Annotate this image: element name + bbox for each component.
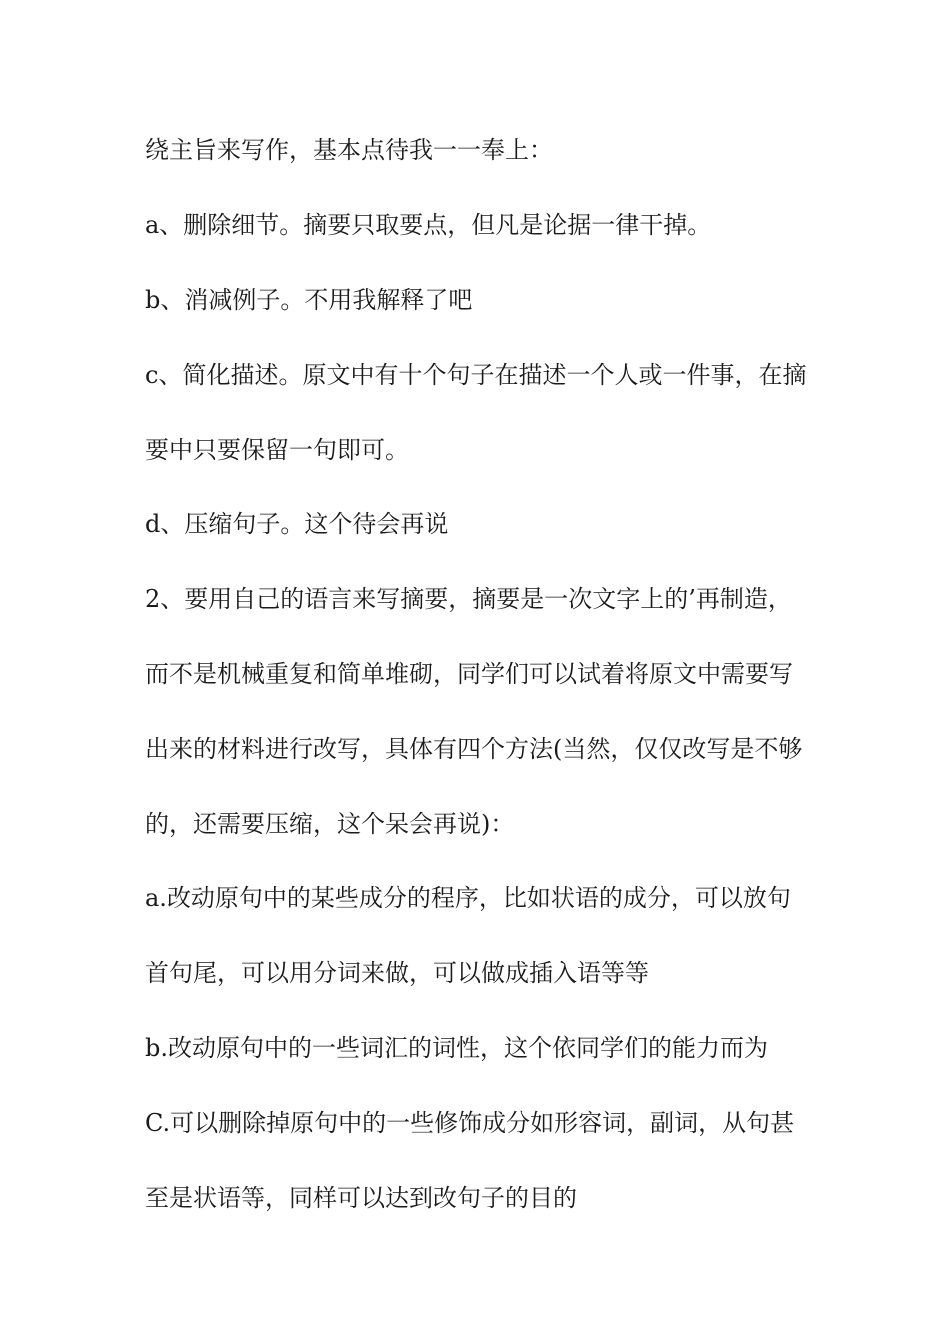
text-line-2: a、删除细节。摘要只取要点，但凡是论据一律干掉。 [145,211,712,239]
text-line-12: 首句尾，可以用分词来做，可以做成插入语等等 [145,959,649,987]
text-line-7: 2、要用自己的语言来写摘要，摘要是一次文字上的’再制造， [145,585,792,613]
text-line-13: b.改动原句中的一些词汇的词性，这个依同学们的能力而为 [145,1034,768,1062]
text-line-3: b、消减例子。不用我解释了吧 [145,286,473,314]
text-line-8: 而不是机械重复和简单堆砌，同学们可以试着将原文中需要写 [145,660,793,688]
text-line-6: d、压缩句子。这个待会再说 [145,510,449,538]
text-line-11: a.改动原句中的某些成分的程序，比如状语的成分，可以放句 [145,884,791,912]
text-line-1: 绕主旨来写作，基本点待我一一奉上： [145,136,553,164]
text-line-15: 至是状语等，同样可以达到改句子的目的 [145,1184,577,1212]
text-line-9: 出来的材料进行改写，具体有四个方法(当然，仅仅改写是不够 [145,735,803,763]
text-line-4: c、简化描述。原文中有十个句子在描述一个人或一件事，在摘 [145,361,807,389]
text-line-10: 的，还需要压缩，这个呆会再说)： [145,810,515,838]
text-line-14: C.可以删除掉原句中的一些修饰成分如形容词，副词，从句甚 [145,1109,795,1137]
text-line-5: 要中只要保留一句即可。 [145,436,409,464]
